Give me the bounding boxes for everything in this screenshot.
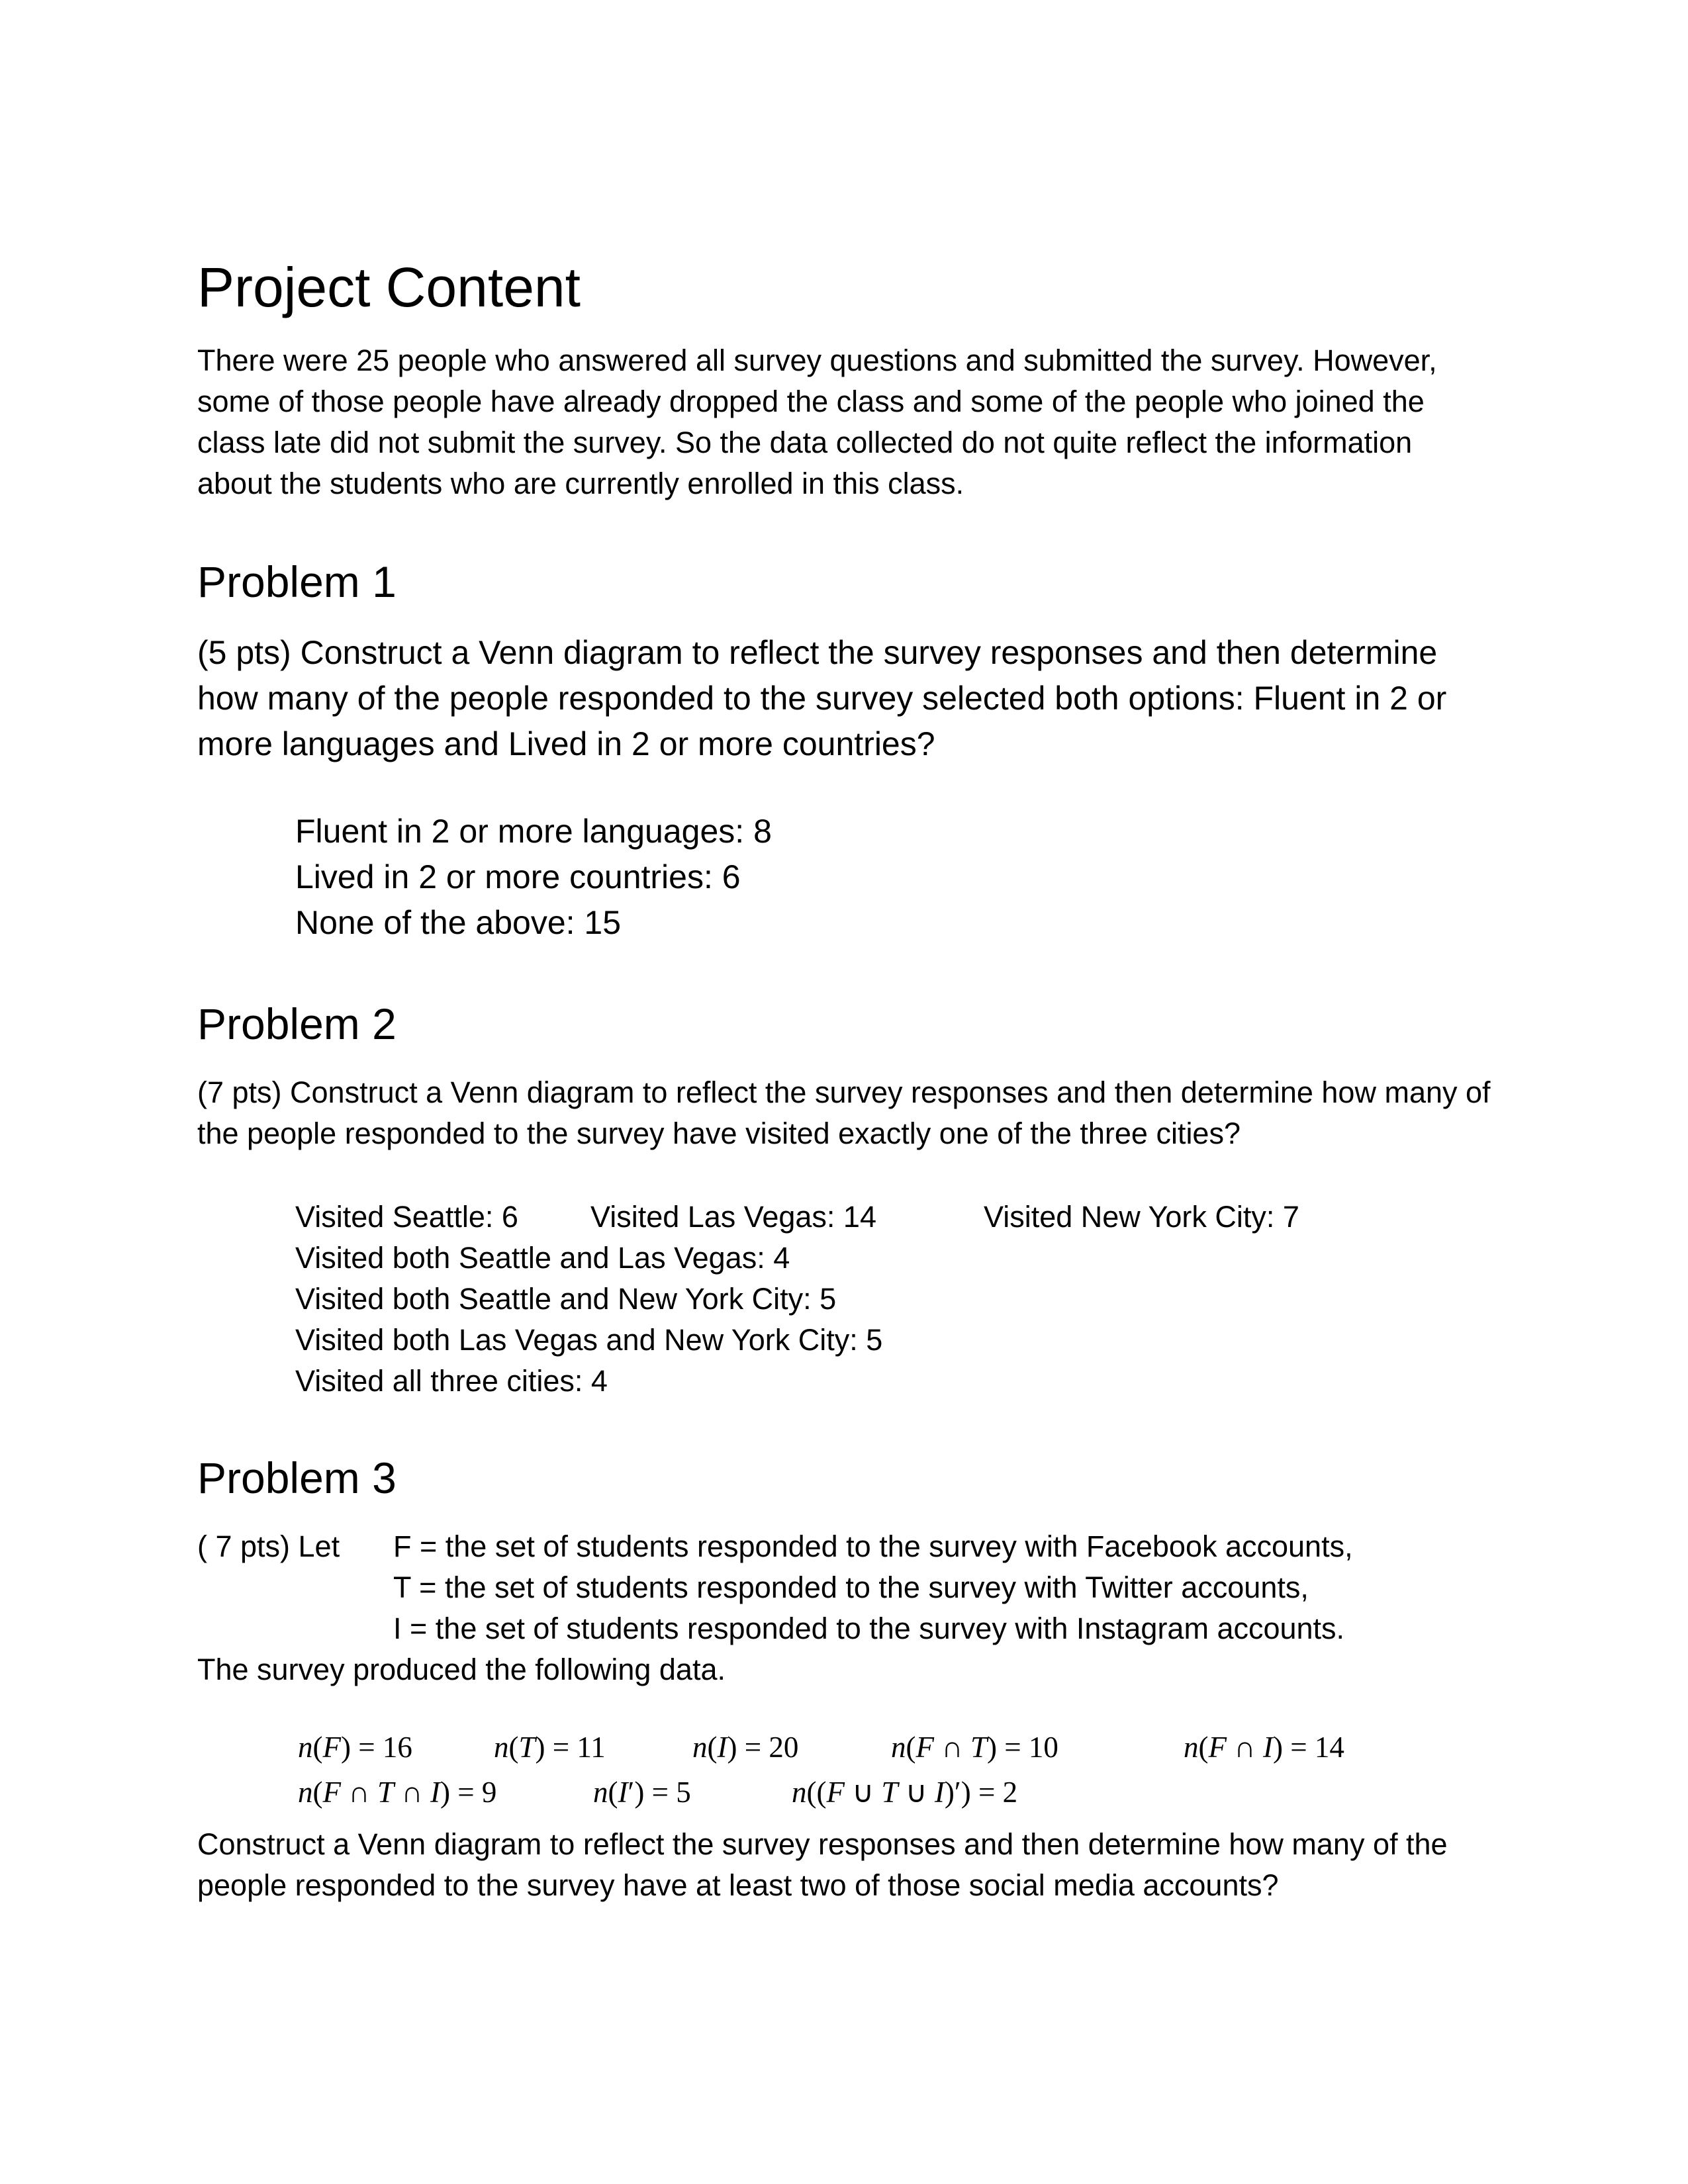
equation-n-none: n((F ∪ T ∪ I)′) = 2	[792, 1776, 1018, 1809]
problem2-item: Visited both Seattle and New York City: 5	[295, 1282, 837, 1316]
problem2-prompt: (7 pts) Construct a Venn diagram to reflect the survey responses and then determine how many of the people responded to the survey have visited exactly one of the three cities?	[197, 1075, 1491, 1150]
problem1-item: Fluent in 2 or more languages: 8	[295, 813, 772, 850]
definition-facebook: F = the set of students responded to the survey with Facebook accounts,	[393, 1529, 1353, 1563]
equation-n-t-value: = 11	[552, 1731, 606, 1764]
problem3-let-label: ( 7 pts) Let	[197, 1529, 340, 1563]
equation-n-i-complement: n(I′) = 5	[593, 1776, 691, 1809]
problem2-list	[295, 1238, 882, 1402]
equation-n-f-i: n(F ∩ I) = 14	[1184, 1731, 1344, 1764]
problem3-definitions	[393, 1526, 1353, 1649]
page-title: Project Content	[197, 256, 581, 318]
equation-n-i: n(I) = 20	[692, 1731, 799, 1764]
equation-n-t: n(T) = 11	[494, 1731, 606, 1764]
intro-paragraph: There were 25 people who answered all survey questions and submitted the survey. However, some of those people have already dropped the class and some of the people who joined the class late did not submit the survey. So the data collected do not quite reflect the information about the students who are currently enrolled in this class.	[197, 343, 1437, 500]
equation-n-none-value: = 2	[978, 1776, 1018, 1809]
equation-n-f-t-i-value: = 9	[457, 1776, 497, 1809]
problem1-data-list	[295, 809, 772, 946]
problem1-prompt: (5 pts) Construct a Venn diagram to reflect the survey responses and then determine how many of the people responded to the survey selected both options: Fluent in 2 or more languages and Lived in 2 or more countries?	[197, 634, 1447, 762]
definition-instagram: I = the set of students responded to the survey with Instagram accounts.	[393, 1612, 1345, 1645]
equation-n-f-t: n(F ∩ T) = 10	[891, 1731, 1058, 1764]
problem3-heading: Problem 3	[197, 1453, 397, 1502]
problem2-new-york: Visited New York City: 7	[984, 1200, 1299, 1234]
equation-n-i-complement-value: = 5	[651, 1776, 691, 1809]
problem2-las-vegas: Visited Las Vegas: 14	[590, 1200, 876, 1234]
problem2-item: Visited all three cities: 4	[295, 1364, 608, 1398]
equation-n-f-value: = 16	[358, 1731, 412, 1764]
problem2-heading: Problem 2	[197, 999, 397, 1048]
equation-n-i-value: = 20	[744, 1731, 799, 1764]
problem2-item: Visited both Seattle and Las Vegas: 4	[295, 1241, 790, 1275]
problem1-heading: Problem 1	[197, 557, 397, 606]
definition-twitter: T = the set of students responded to the survey with Twitter accounts,	[393, 1570, 1309, 1604]
equation-n-f: n(F) = 16	[298, 1731, 412, 1764]
problem1-item: Lived in 2 or more countries: 6	[295, 858, 741, 895]
problem3-closing: Construct a Venn diagram to reflect the survey responses and then determine how many of the people responded to the survey have at least two of those social media accounts?	[197, 1827, 1448, 1902]
problem2-item: Visited both Las Vegas and New York City: 5	[295, 1323, 883, 1357]
problem1-item: None of the above: 15	[295, 904, 622, 941]
equation-n-f-t-value: = 10	[1004, 1731, 1058, 1764]
equation-n-f-i-value: = 14	[1290, 1731, 1344, 1764]
problem2-seattle: Visited Seattle: 6	[295, 1200, 518, 1234]
problem3-data-intro: The survey produced the following data.	[197, 1653, 726, 1686]
equation-n-f-t-i: n(F ∩ T ∩ I) = 9	[298, 1776, 497, 1809]
